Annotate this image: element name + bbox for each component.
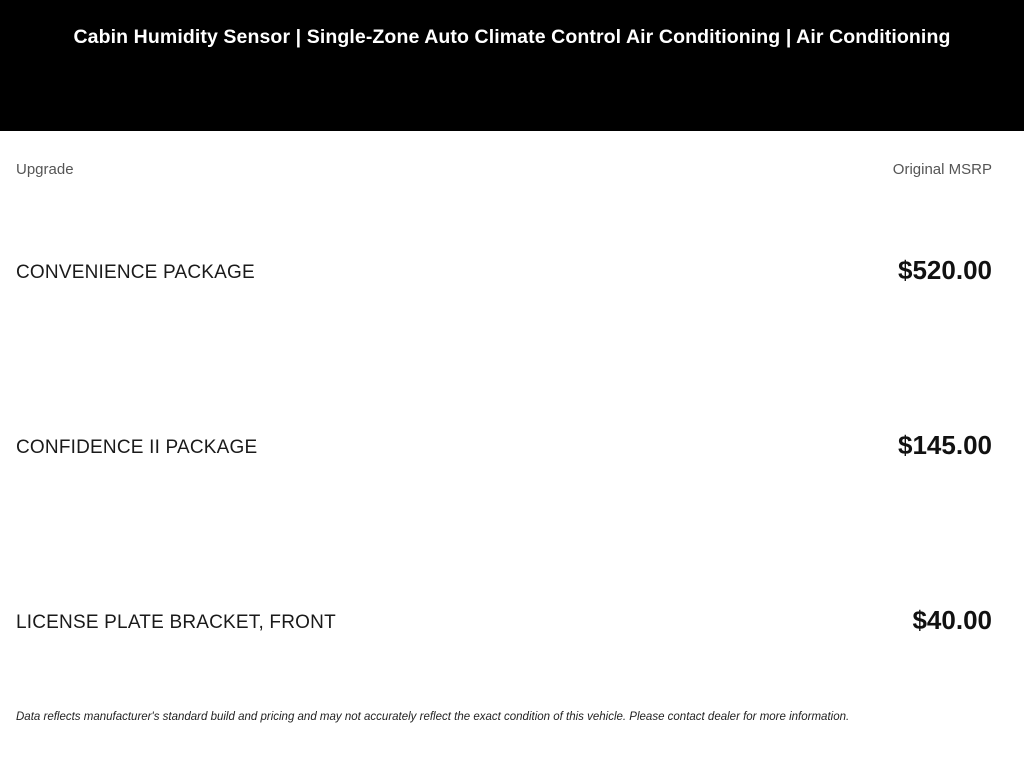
- disclaimer-text: Data reflects manufacturer's standard build and pricing and may not accurately reflect the exact condition of this vehicle. Please contact dealer for more information.: [16, 711, 850, 723]
- header-banner: [0, 0, 1024, 131]
- banner-title: Cabin Humidity Sensor | Single-Zone Auto Climate Control Air Conditioning | Air Conditioning: [73, 26, 951, 48]
- upgrade-price: $40.00: [912, 605, 992, 635]
- upgrade-row: [16, 252, 992, 292]
- upgrade-row: [16, 602, 992, 642]
- upgrade-row: [16, 427, 992, 467]
- upgrade-name: LICENSE PLATE BRACKET, FRONT: [16, 612, 336, 633]
- upgrade-price: $520.00: [898, 255, 992, 285]
- upgrade-price: $145.00: [898, 430, 992, 460]
- upgrade-name: CONFIDENCE II PACKAGE: [16, 437, 258, 458]
- upgrade-name: CONVENIENCE PACKAGE: [16, 262, 255, 283]
- column-header-upgrade: Upgrade: [16, 161, 74, 178]
- column-header-msrp: Original MSRP: [892, 161, 992, 178]
